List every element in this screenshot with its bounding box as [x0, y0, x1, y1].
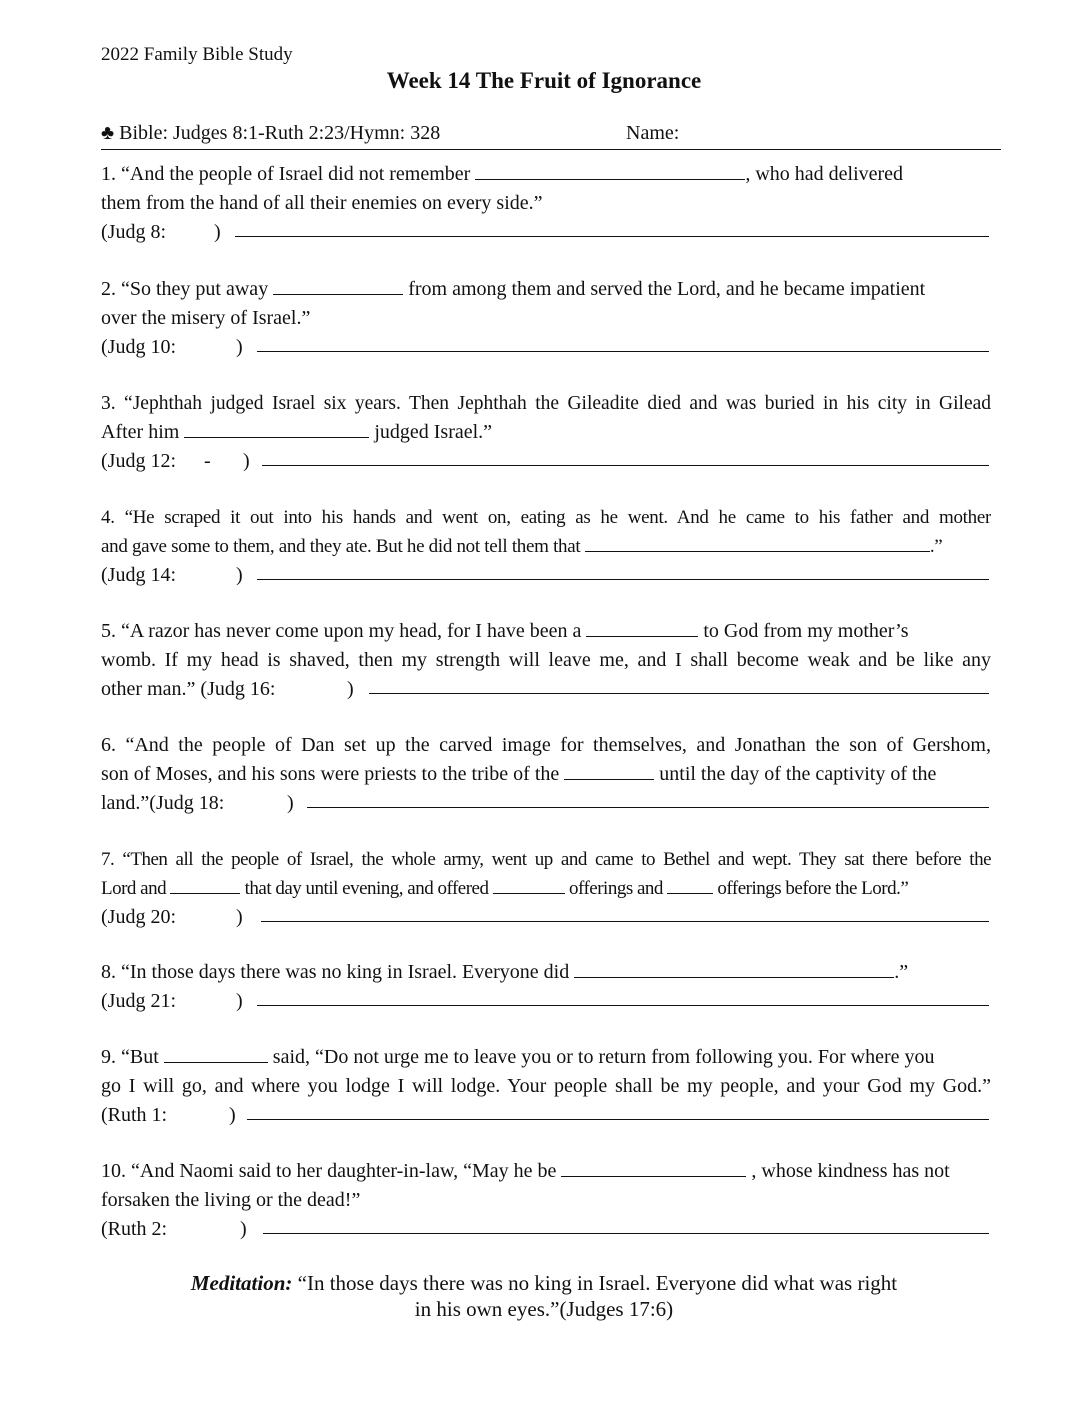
verse-reference: (Judg 10:: [101, 336, 176, 358]
question-text: that day until evening, and offered: [240, 878, 493, 899]
verse-reference: (Judg 14:: [101, 564, 176, 586]
question-text: 5. “A razor has never come upon my head, for I have been a: [101, 620, 587, 642]
question-text: , whose kindness has not: [746, 1160, 950, 1182]
question-1: [101, 160, 991, 247]
verse-answer-line[interactable]: [247, 1119, 989, 1120]
answer-blank[interactable]: [585, 533, 930, 552]
question-4: [101, 503, 991, 590]
meditation-text-continued: in his own eyes.”(Judges 17:6): [414, 1297, 674, 1321]
question-text: offerings and: [564, 878, 668, 899]
question-10: [101, 1157, 991, 1244]
verse-answer-line[interactable]: [369, 693, 989, 694]
verse-reference-close: ): [236, 990, 243, 1012]
question-8: [101, 958, 991, 1016]
verse-reference-close: ): [229, 1104, 236, 1126]
verse-reference: land.”(Judg 18:: [101, 792, 225, 814]
verse-reference-close: ): [236, 336, 243, 358]
verse-reference-close: ): [347, 678, 354, 700]
question-text: 9. “But: [101, 1046, 164, 1068]
verse-reference-close: ): [287, 792, 294, 814]
verse-reference: (Ruth 2:: [101, 1218, 168, 1240]
verse-answer-line[interactable]: [257, 579, 989, 580]
verse-reference-close: ): [240, 1218, 247, 1240]
question-text: until the day of the captivity of the: [654, 763, 937, 785]
question-text: 1. “And the people of Israel did not remember: [101, 163, 476, 185]
series-label: 2022 Family Bible Study: [101, 44, 293, 65]
verse-answer-line[interactable]: [261, 921, 989, 922]
answer-blank[interactable]: [574, 959, 894, 978]
verse-answer-line[interactable]: [262, 465, 989, 466]
question-text: .”: [894, 961, 909, 983]
verse-reference-close: ): [243, 450, 250, 472]
question-text: from among them and served the Lord, and he became impatient: [403, 278, 926, 300]
answer-blank[interactable]: [164, 1044, 268, 1063]
question-text: son of Moses, and his sons were priests to the tribe of the: [101, 763, 565, 785]
question-text: , who had delivered: [745, 163, 904, 185]
verse-reference-close: ): [214, 221, 221, 243]
verse-range-dash: -: [204, 450, 211, 472]
question-text: .”: [929, 536, 943, 557]
question-text: 2. “So they put away: [101, 278, 274, 300]
question-text: 6. “And the people of Dan set up the carved image for themselves, and Jonathan the son of Gershom,: [101, 734, 991, 756]
question-text: womb. If my head is shaved, then my strength will leave me, and I shall become weak and be like any: [101, 649, 991, 671]
verse-reference-close: ): [236, 906, 243, 928]
verse-reference-close: ): [236, 564, 243, 586]
question-text: to God from my mother’s: [698, 620, 909, 642]
question-text: Lord and: [101, 878, 171, 899]
question-text: judged Israel.”: [369, 421, 493, 443]
answer-blank[interactable]: [564, 761, 654, 780]
question-6: [101, 731, 991, 818]
meditation-label: Meditation:: [190, 1271, 293, 1295]
meditation-block: [0, 1270, 1088, 1322]
question-text: 3. “Jephthah judged Israel six years. Then Jephthah the Gileadite died and was buried in his city in Gilead: [101, 393, 991, 414]
answer-blank[interactable]: [475, 161, 745, 180]
verse-reference: (Judg 20:: [101, 906, 176, 928]
verse-answer-line[interactable]: [257, 1005, 989, 1006]
question-7: [101, 845, 991, 932]
header-row: [101, 122, 1001, 150]
question-text: and gave some to them, and they ate. But he did not tell them that: [101, 536, 585, 557]
question-text: After him: [101, 421, 185, 443]
verse-answer-line[interactable]: [235, 236, 989, 237]
question-text: forsaken the living or the dead!”: [101, 1189, 361, 1211]
question-text: over the misery of Israel.”: [101, 307, 311, 329]
answer-blank[interactable]: [170, 875, 240, 894]
verse-reference: (Judg 21:: [101, 990, 176, 1012]
verse-reference: (Judg 12:: [101, 450, 176, 472]
verse-reference: (Ruth 1:: [101, 1104, 168, 1126]
answer-blank[interactable]: [273, 276, 403, 295]
question-text: go I will go, and where you lodge I will lodge. Your people shall be my people, and your God my God.”: [101, 1075, 991, 1097]
verse-reference: (Judg 8:: [101, 221, 166, 243]
question-text: them from the hand of all their enemies on every side.”: [101, 192, 543, 214]
question-5: [101, 617, 991, 704]
question-9: [101, 1043, 991, 1130]
verse-reference: other man.” (Judg 16:: [101, 678, 276, 700]
page-title: Week 14 The Fruit of Ignorance: [386, 68, 702, 93]
question-text: offerings before the Lord.”: [713, 878, 909, 899]
answer-blank[interactable]: [493, 875, 565, 894]
answer-blank[interactable]: [667, 875, 713, 894]
verse-answer-line[interactable]: [307, 807, 989, 808]
meditation-text: “In those days there was no king in Israel. Everyone did what was right: [292, 1271, 898, 1295]
answer-blank[interactable]: [184, 419, 369, 438]
question-text: 4. “He scraped it out into his hands and went on, eating as he went. And he came to his father and mother: [101, 507, 991, 528]
answer-blank[interactable]: [586, 618, 698, 637]
question-text: 10. “And Naomi said to her daughter-in-law, “May he be: [101, 1160, 562, 1182]
answer-blank[interactable]: [561, 1158, 746, 1177]
verse-answer-line[interactable]: [263, 1233, 989, 1234]
question-text: 7. “Then all the people of Israel, the whole army, went up and came to Bethel and wept. They sat there before the: [101, 849, 991, 870]
question-text: 8. “In those days there was no king in Israel. Everyone did: [101, 961, 575, 983]
verse-answer-line[interactable]: [257, 351, 989, 352]
bible-reading-label: ♣ Bible: Judges 8:1-Ruth 2:23/Hymn: 328: [101, 122, 441, 144]
name-field[interactable]: [101, 149, 1001, 150]
question-text: said, “Do not urge me to leave you or to return from following you. For where you: [267, 1046, 935, 1068]
question-3: [101, 389, 991, 476]
question-2: [101, 275, 991, 362]
name-label: Name:: [626, 122, 680, 144]
